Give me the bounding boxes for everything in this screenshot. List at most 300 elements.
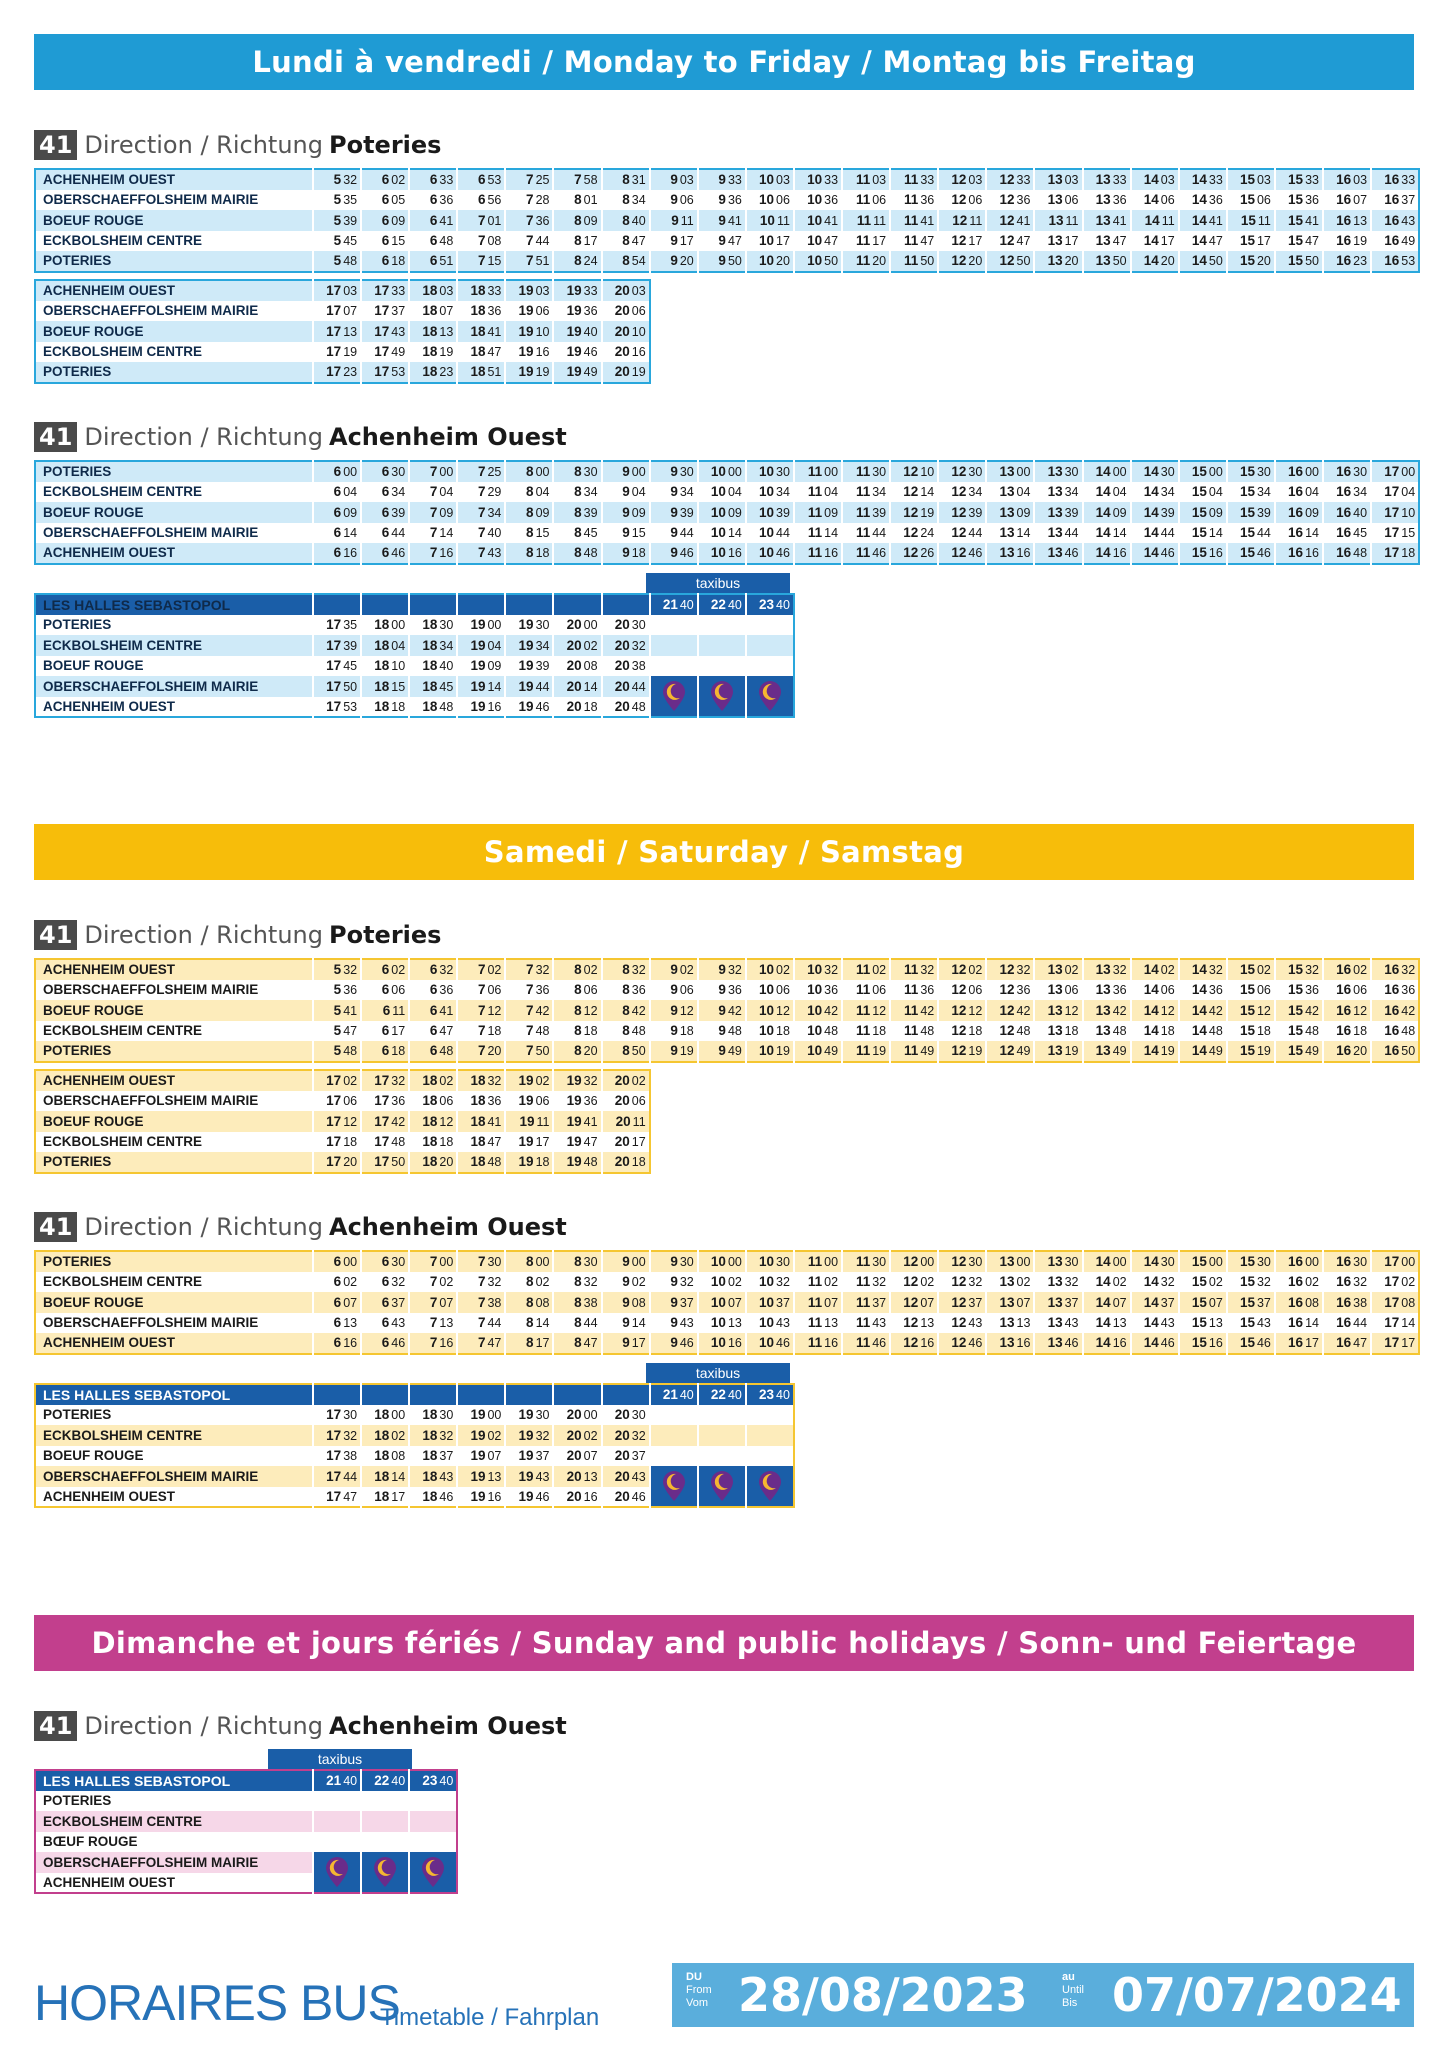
departure-time: 19 41: [553, 1111, 601, 1132]
departure-time: 20 14: [553, 676, 601, 697]
departure-time: 7 44: [505, 231, 553, 252]
moon-pin-icon: [707, 680, 737, 712]
departure-time: 17 13: [313, 321, 361, 342]
departure-time: 20 03: [602, 280, 650, 301]
departure-time: 13 00: [986, 461, 1034, 482]
departure-time: 14 42: [1179, 1000, 1227, 1021]
table-head-row: [35, 1384, 794, 1405]
footer-title: HORAIRES BUS: [34, 1975, 400, 2031]
taxibus-moon-cell: [746, 676, 794, 717]
departure-time: 18 41: [457, 1111, 505, 1132]
departure-time: 7 09: [409, 502, 457, 523]
departure-time: 9 06: [650, 980, 698, 1001]
departure-time: 9 37: [650, 1292, 698, 1313]
table-row: [35, 190, 1419, 211]
departure-time: 8 02: [553, 959, 601, 980]
departure-time: 7 36: [505, 980, 553, 1001]
departure-time: 13 47: [1083, 231, 1131, 252]
departure-time: 9 36: [698, 980, 746, 1001]
departure-time: 17 19: [313, 342, 361, 363]
table-head-row: [35, 1770, 457, 1791]
departure-time: 16 43: [1371, 210, 1419, 231]
departure-time: 6 17: [361, 1021, 409, 1042]
departure-time: 9 02: [650, 959, 698, 980]
departure-time: 19 19: [505, 362, 553, 383]
taxibus-moon-cell: [409, 1852, 457, 1893]
table-row: [35, 1425, 794, 1446]
departure-time: 10 46: [746, 1333, 794, 1354]
departure-time: 8 30: [553, 1251, 601, 1272]
departure-time: 6 09: [361, 210, 409, 231]
direction-destination: Achenheim Ouest: [329, 1712, 567, 1740]
departure-time: 8 17: [553, 231, 601, 252]
departure-time: 12 07: [890, 1292, 938, 1313]
table-row: [35, 342, 650, 363]
departure-time: 6 39: [361, 502, 409, 523]
departure-time: 13 03: [1034, 169, 1082, 190]
departure-time: 17 53: [361, 362, 409, 383]
departure-time: 12 37: [938, 1292, 986, 1313]
departure-time: 14 50: [1179, 251, 1227, 272]
departure-time: 19 47: [553, 1132, 601, 1153]
departure-time: 15 13: [1179, 1313, 1227, 1334]
departure-time: 9 12: [650, 1000, 698, 1021]
departure-time: 15 44: [1227, 523, 1275, 544]
departure-time: 13 48: [1083, 1021, 1131, 1042]
departure-time: 8 18: [553, 1021, 601, 1042]
departure-time: 20 44: [602, 676, 650, 697]
departure-time: 8 32: [602, 959, 650, 980]
departure-time: 7 38: [457, 1292, 505, 1313]
departure-time: 14 07: [1083, 1292, 1131, 1313]
departure-time: 18 03: [409, 280, 457, 301]
departure-time: 6 53: [457, 169, 505, 190]
departure-time: 14 11: [1131, 210, 1179, 231]
departure-time: 12 36: [986, 980, 1034, 1001]
departure-time: 13 13: [986, 1313, 1034, 1334]
departure-time: 11 48: [890, 1021, 938, 1042]
departure-time: 18 19: [409, 342, 457, 363]
departure-time: 12 44: [938, 523, 986, 544]
table-row: [35, 1041, 1419, 1062]
stop-name: ECKBOLSHEIM CENTRE: [35, 1425, 313, 1446]
from-label-en: From: [686, 1984, 712, 1996]
stop-name: OBERSCHAEFFOLSHEIM MAIRIE: [35, 1313, 313, 1334]
departure-time: 5 32: [313, 959, 361, 980]
departure-time: 18 12: [409, 1111, 457, 1132]
departure-time: 20 13: [553, 1466, 601, 1487]
departure-time: 13 11: [1034, 210, 1082, 231]
departure-time: 13 50: [1083, 251, 1131, 272]
departure-time: 19 16: [457, 1487, 505, 1508]
departure-time: 20 30: [602, 1405, 650, 1426]
departure-time: 16 14: [1275, 1313, 1323, 1334]
departure-time: 10 46: [746, 543, 794, 564]
departure-time: 18 04: [361, 635, 409, 656]
departure-time: 18 08: [361, 1446, 409, 1467]
departure-time: 16 30: [1323, 461, 1371, 482]
departure-time: 12 48: [986, 1021, 1034, 1042]
table-row: [35, 635, 794, 656]
departure-time: 6 48: [409, 231, 457, 252]
departure-time: 18 47: [457, 342, 505, 363]
stop-name: BOEUF ROUGE: [35, 502, 313, 523]
departure-time: 10 43: [746, 1313, 794, 1334]
departure-time: 14 32: [1131, 1272, 1179, 1293]
stop-name: OBERSCHAEFFOLSHEIM MAIRIE: [35, 523, 313, 544]
departure-time: 10 30: [746, 1251, 794, 1272]
departure-time: 12 49: [986, 1041, 1034, 1062]
departure-time: 17 04: [1371, 482, 1419, 503]
departure-time: 10 37: [746, 1292, 794, 1313]
departure-time: 13 12: [1034, 1000, 1082, 1021]
departure-time: 11 46: [842, 1333, 890, 1354]
departure-time: 13 30: [1034, 461, 1082, 482]
departure-time: 7 20: [457, 1041, 505, 1062]
departure-time: 14 48: [1179, 1021, 1227, 1042]
departure-time: 11 36: [890, 190, 938, 211]
departure-time: 17 12: [313, 1111, 361, 1132]
departure-time: 9 46: [650, 1333, 698, 1354]
departure-time: 18 48: [409, 697, 457, 718]
departure-time: 20 19: [602, 362, 650, 383]
departure-time: 9 48: [698, 1021, 746, 1042]
departure-time: 11 50: [890, 251, 938, 272]
departure-time: 10 33: [794, 169, 842, 190]
departure-time: 10 47: [794, 231, 842, 252]
direction-label: Direction / Richtung: [84, 921, 323, 949]
departure-time: 6 36: [409, 190, 457, 211]
departure-time: 18 02: [361, 1425, 409, 1446]
departure-time: 17 00: [1371, 1251, 1419, 1272]
weekday-dir-achenheim-header: [34, 418, 567, 452]
departure-time: 17 18: [1371, 543, 1419, 564]
departure-time: 15 09: [1179, 502, 1227, 523]
departure-time: 9 36: [698, 190, 746, 211]
departure-time: 6 04: [313, 482, 361, 503]
departure-time: 11 46: [842, 543, 890, 564]
departure-time: 18 18: [409, 1132, 457, 1153]
departure-time: 16 53: [1371, 251, 1419, 272]
departure-time: 9 03: [650, 169, 698, 190]
departure-time: 13 17: [1034, 231, 1082, 252]
departure-time: 15 34: [1227, 482, 1275, 503]
departure-time: 8 04: [505, 482, 553, 503]
departure-time: 8 15: [505, 523, 553, 544]
departure-time: 11 13: [794, 1313, 842, 1334]
taxibus-moon-cell: [746, 1466, 794, 1507]
departure-time: 12 18: [938, 1021, 986, 1042]
departure-time: 16 40: [1323, 502, 1371, 523]
departure-time: 14 44: [1131, 523, 1179, 544]
table-row: [35, 1292, 1419, 1313]
departure-time: 17 48: [361, 1132, 409, 1153]
departure-time: 13 16: [986, 1333, 1034, 1354]
departure-time: 12 03: [938, 169, 986, 190]
departure-time: 16 06: [1323, 980, 1371, 1001]
departure-time: 19 17: [505, 1132, 553, 1153]
departure-time: 6 00: [313, 461, 361, 482]
departure-time: 13 04: [986, 482, 1034, 503]
line-badge: 41: [34, 920, 77, 950]
departure-time: 14 46: [1131, 543, 1179, 564]
stop-name: LES HALLES SEBASTOPOL: [35, 1770, 313, 1791]
departure-time: 10 48: [794, 1021, 842, 1042]
departure-time: 9 46: [650, 543, 698, 564]
departure-time: 21 40: [313, 1770, 361, 1791]
departure-time: 7 07: [409, 1292, 457, 1313]
departure-time: 11 47: [890, 231, 938, 252]
departure-time: 10 44: [746, 523, 794, 544]
departure-time: 7 47: [457, 1333, 505, 1354]
departure-time: 7 25: [505, 169, 553, 190]
departure-time: 12 30: [938, 461, 986, 482]
departure-time: 15 37: [1227, 1292, 1275, 1313]
departure-time: 14 17: [1131, 231, 1179, 252]
departure-time: 19 49: [553, 362, 601, 383]
departure-time: 9 30: [650, 461, 698, 482]
departure-time: 15 19: [1227, 1041, 1275, 1062]
stop-name: ACHENHEIM OUEST: [35, 280, 313, 301]
departure-time: 11 49: [890, 1041, 938, 1062]
departure-time: 15 47: [1275, 231, 1323, 252]
departure-time: 9 42: [698, 1000, 746, 1021]
table-row: [35, 169, 1419, 190]
departure-time: 16 48: [1371, 1021, 1419, 1042]
departure-time: 16 20: [1323, 1041, 1371, 1062]
departure-time: 19 10: [505, 321, 553, 342]
departure-time: 16 33: [1371, 169, 1419, 190]
stop-name: ECKBOLSHEIM CENTRE: [35, 1811, 313, 1832]
departure-time: 7 44: [457, 1313, 505, 1334]
departure-time: 14 49: [1179, 1041, 1227, 1062]
departure-time: 14 16: [1083, 543, 1131, 564]
timetable-saturday-poteries-morning: [34, 958, 1420, 1063]
taxibus-moon-cell: [698, 1466, 746, 1507]
departure-time: 7 42: [505, 1000, 553, 1021]
date-from: 28/08/2023: [738, 1968, 1028, 2022]
departure-time: 9 17: [602, 1333, 650, 1354]
stop-name: POTERIES: [35, 251, 313, 272]
departure-time: 10 14: [698, 523, 746, 544]
departure-time: 15 06: [1227, 190, 1275, 211]
departure-time: 6 07: [313, 1292, 361, 1313]
departure-time: 16 19: [1323, 231, 1371, 252]
stop-name: ACHENHEIM OUEST: [35, 959, 313, 980]
departure-time: 7 58: [553, 169, 601, 190]
departure-time: 6 16: [313, 1333, 361, 1354]
departure-time: 15 30: [1227, 1251, 1275, 1272]
departure-time: 14 34: [1131, 482, 1179, 503]
departure-time: 7 51: [505, 251, 553, 272]
departure-time: 15 32: [1227, 1272, 1275, 1293]
departure-time: 16 48: [1323, 543, 1371, 564]
moon-pin-icon: [755, 1470, 785, 1502]
table-row: [35, 1070, 650, 1091]
departure-time: 8 42: [602, 1000, 650, 1021]
stop-name: LES HALLES SEBASTOPOL: [35, 1384, 313, 1405]
departure-time: 16 08: [1275, 1292, 1323, 1313]
departure-time: 18 00: [361, 1405, 409, 1426]
departure-time: 15 07: [1179, 1292, 1227, 1313]
departure-time: 13 39: [1034, 502, 1082, 523]
stop-name: ACHENHEIM OUEST: [35, 1873, 313, 1894]
departure-time: 8 09: [553, 210, 601, 231]
departure-time: 7 32: [457, 1272, 505, 1293]
departure-time: 6 44: [361, 523, 409, 544]
departure-time: 10 04: [698, 482, 746, 503]
direction-label: Direction / Richtung: [84, 131, 323, 159]
departure-time: 15 12: [1227, 1000, 1275, 1021]
stop-name: BŒUF ROUGE: [35, 1832, 313, 1853]
departure-time: 20 11: [602, 1111, 650, 1132]
departure-time: 19 04: [457, 635, 505, 656]
departure-time: 15 33: [1275, 169, 1323, 190]
departure-time: 19 36: [553, 1091, 601, 1112]
departure-time: 10 18: [746, 1021, 794, 1042]
departure-time: 8 20: [553, 1041, 601, 1062]
departure-time: 10 32: [794, 959, 842, 980]
departure-time: 13 18: [1034, 1021, 1082, 1042]
departure-time: 5 47: [313, 1021, 361, 1042]
stop-name: BOEUF ROUGE: [35, 1292, 313, 1313]
departure-time: 17 17: [1371, 1333, 1419, 1354]
table-row: [35, 1446, 794, 1467]
departure-time: 6 30: [361, 461, 409, 482]
departure-time: 12 39: [938, 502, 986, 523]
departure-time: 8 06: [553, 980, 601, 1001]
direction-destination: Achenheim Ouest: [329, 423, 567, 451]
departure-time: 23 40: [409, 1770, 457, 1791]
departure-time: 10 03: [746, 169, 794, 190]
departure-time: 14 03: [1131, 169, 1179, 190]
departure-time: 9 44: [650, 523, 698, 544]
departure-time: 8 09: [505, 502, 553, 523]
departure-time: 18 32: [457, 1070, 505, 1091]
departure-time: 14 13: [1083, 1313, 1131, 1334]
departure-time: 10 32: [746, 1272, 794, 1293]
departure-time: 12 12: [938, 1000, 986, 1021]
departure-time: 12 32: [986, 959, 1034, 980]
table-row: [35, 1405, 794, 1426]
stop-name: ACHENHEIM OUEST: [35, 1487, 313, 1508]
departure-time: 12 10: [890, 461, 938, 482]
taxibus-moon-cell: [650, 1466, 698, 1507]
table-row: [35, 615, 794, 636]
departure-time: 12 16: [890, 1333, 938, 1354]
departure-time: 14 36: [1179, 980, 1227, 1001]
departure-time: 6 48: [409, 1041, 457, 1062]
departure-time: 19 36: [553, 301, 601, 322]
departure-time: 7 08: [457, 231, 505, 252]
departure-time: 12 46: [938, 543, 986, 564]
departure-time: 19 43: [505, 1466, 553, 1487]
departure-time: 20 48: [602, 697, 650, 718]
departure-time: 9 34: [650, 482, 698, 503]
departure-time: 15 14: [1179, 523, 1227, 544]
departure-time: 10 02: [698, 1272, 746, 1293]
departure-time: 11 00: [794, 1251, 842, 1272]
departure-time: 12 02: [890, 1272, 938, 1293]
departure-time: 16 47: [1323, 1333, 1371, 1354]
departure-time: 7 00: [409, 461, 457, 482]
table-row: [35, 1091, 650, 1112]
stop-name: POTERIES: [35, 1791, 313, 1812]
departure-time: 9 14: [602, 1313, 650, 1334]
departure-time: 17 36: [361, 1091, 409, 1112]
departure-time: 18 15: [361, 676, 409, 697]
departure-time: 14 46: [1131, 1333, 1179, 1354]
stop-name: ECKBOLSHEIM CENTRE: [35, 1132, 313, 1153]
departure-time: 15 06: [1227, 980, 1275, 1001]
departure-time: 18 02: [409, 1070, 457, 1091]
departure-time: 8 39: [553, 502, 601, 523]
timetable-saturday-achenheim-evening: [34, 1383, 795, 1508]
departure-time: 7 16: [409, 1333, 457, 1354]
departure-time: 14 37: [1131, 1292, 1179, 1313]
taxibus-label: taxibus: [646, 573, 790, 593]
departure-time: 8 48: [553, 543, 601, 564]
departure-time: 13 34: [1034, 482, 1082, 503]
departure-time: 15 43: [1227, 1313, 1275, 1334]
departure-time: 8 02: [505, 1272, 553, 1293]
departure-time: 10 17: [746, 231, 794, 252]
departure-time: 10 12: [746, 1000, 794, 1021]
departure-time: 11 32: [890, 959, 938, 980]
departure-time: 17 07: [313, 301, 361, 322]
departure-time: 17 50: [313, 676, 361, 697]
stop-name: ECKBOLSHEIM CENTRE: [35, 482, 313, 503]
departure-time: 13 00: [986, 1251, 1034, 1272]
departure-time: 15 41: [1275, 210, 1323, 231]
departure-time: 19 07: [457, 1446, 505, 1467]
departure-time: 13 14: [986, 523, 1034, 544]
departure-time: 20 02: [553, 1425, 601, 1446]
departure-time: 6 33: [409, 169, 457, 190]
departure-time: 10 41: [794, 210, 842, 231]
departure-time: 16 13: [1323, 210, 1371, 231]
stop-name: OBERSCHAEFFOLSHEIM MAIRIE: [35, 980, 313, 1001]
departure-time: 7 13: [409, 1313, 457, 1334]
table-row: [35, 1811, 457, 1832]
departure-time: 16 04: [1275, 482, 1323, 503]
departure-time: 15 11: [1227, 210, 1275, 231]
departure-time: 16 44: [1323, 1313, 1371, 1334]
departure-time: 9 32: [650, 1272, 698, 1293]
table-row: [35, 1272, 1419, 1293]
table-row: [35, 543, 1419, 564]
departure-time: 13 09: [986, 502, 1034, 523]
departure-time: 9 47: [698, 231, 746, 252]
departure-time: 13 46: [1034, 543, 1082, 564]
departure-time: 15 17: [1227, 231, 1275, 252]
departure-time: 8 40: [602, 210, 650, 231]
taxibus-moon-cell: [698, 676, 746, 717]
departure-time: 6 36: [409, 980, 457, 1001]
departure-time: 12 02: [938, 959, 986, 980]
departure-time: 18 07: [409, 301, 457, 322]
departure-time: 10 11: [746, 210, 794, 231]
departure-time: 7 25: [457, 461, 505, 482]
departure-time: 12 30: [938, 1251, 986, 1272]
departure-time: 7 43: [457, 543, 505, 564]
departure-time: 16 50: [1371, 1041, 1419, 1062]
departure-time: 5 48: [313, 251, 361, 272]
departure-time: 11 12: [842, 1000, 890, 1021]
stop-name: POTERIES: [35, 461, 313, 482]
departure-time: 18 10: [361, 656, 409, 677]
departure-time: 10 00: [698, 1251, 746, 1272]
